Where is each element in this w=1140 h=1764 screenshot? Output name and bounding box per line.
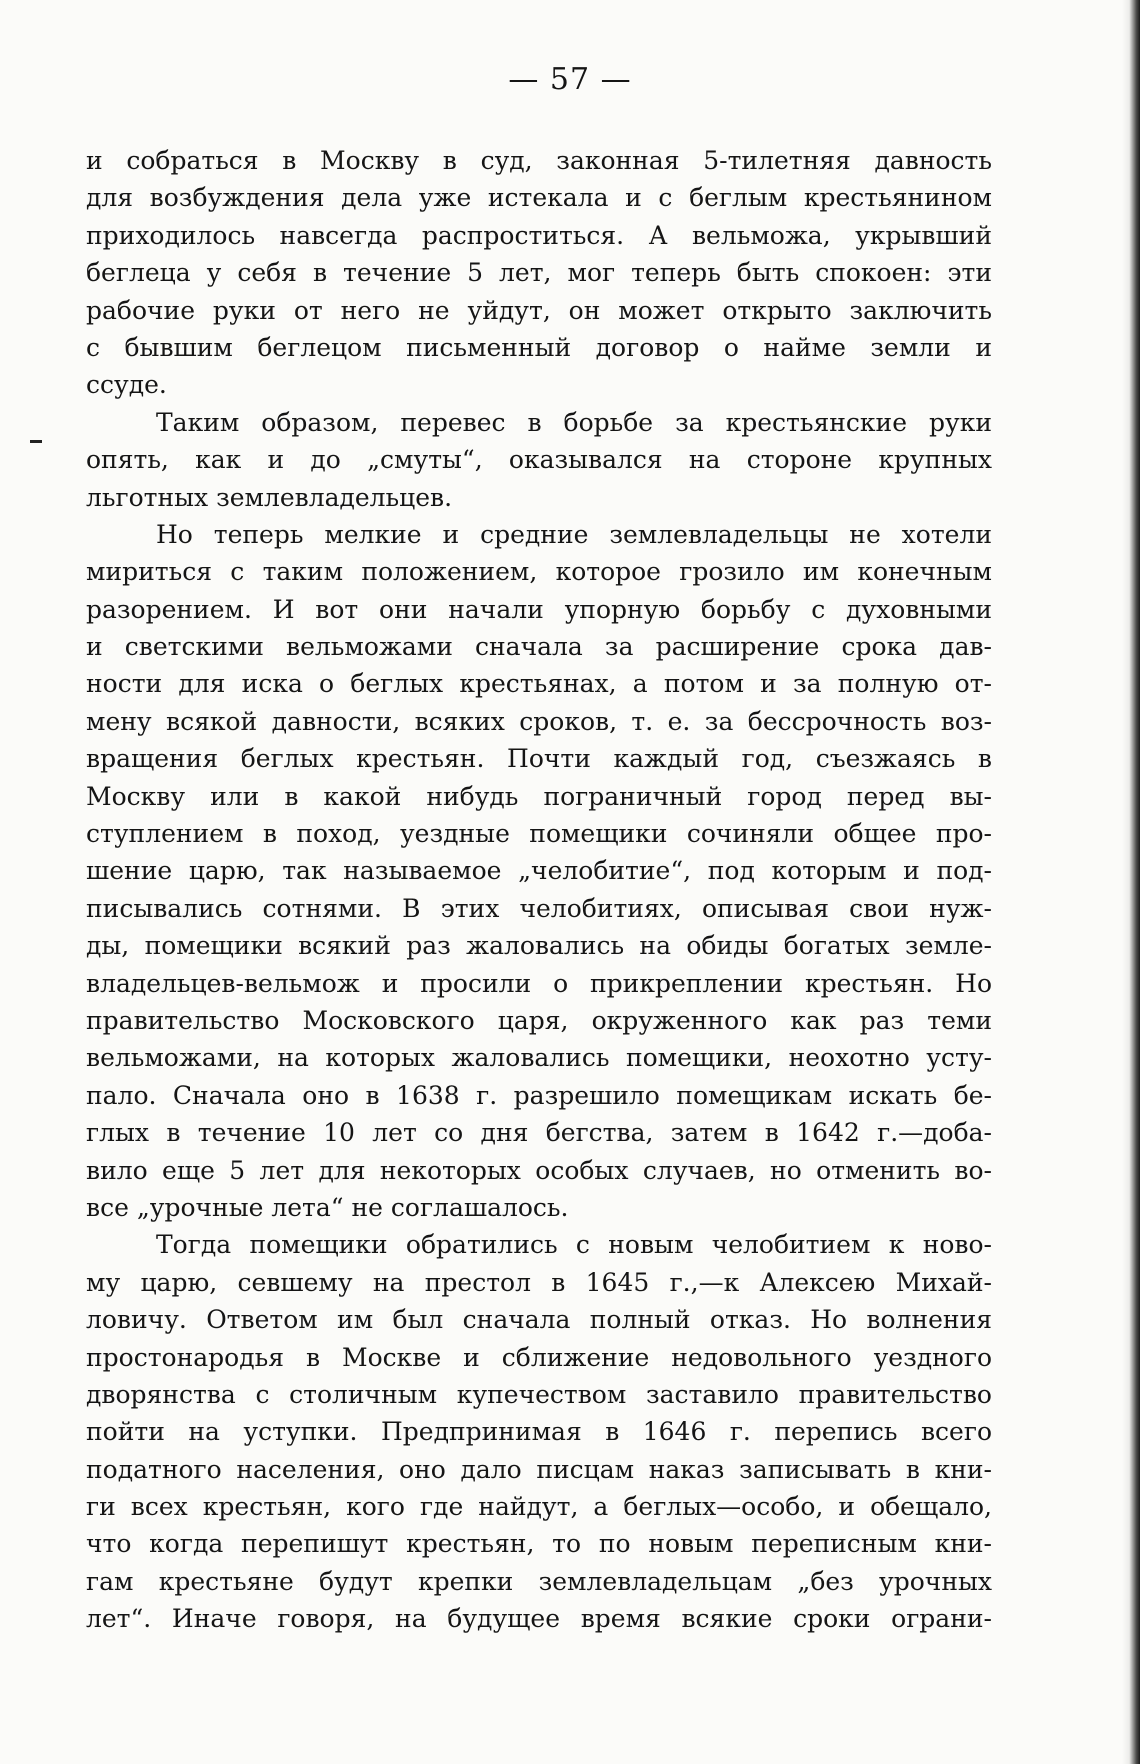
text-line: Москву или в какой нибудь пограничный город перед вы- bbox=[86, 781, 992, 811]
text-line: ности для иска о беглых крестьянах, а потом и за полную от- bbox=[86, 669, 992, 699]
text-line: правительство Московского царя, окруженного как раз теми bbox=[86, 1005, 992, 1035]
text-line: податного населения, оно дало писцам наказ записывать в кни- bbox=[86, 1454, 992, 1484]
text-line: опять, как и до „смуты“, оказывался на стороне крупных bbox=[86, 445, 992, 475]
text-line: пойти на уступки. Предпринимая в 1646 г. перепись всего bbox=[86, 1417, 992, 1447]
paragraph-1 bbox=[86, 142, 992, 404]
page-number: — 57 — bbox=[508, 62, 632, 97]
text-line: ги всех крестьян, кого где найдут, а беглых—особо, и обещало, bbox=[86, 1492, 992, 1522]
text-line: писывались сотнями. В этих челобитиях, описывая свои нуж- bbox=[86, 893, 992, 923]
text-line: лет“. Иначе говоря, на будущее время всякие сроки ограни- bbox=[86, 1604, 992, 1634]
text-line: глых в течение 10 лет со дня бегства, затем в 1642 г.—доба- bbox=[86, 1118, 992, 1148]
text-line: приходилось навсегда распроститься. А вельможа, укрывший bbox=[86, 220, 992, 250]
text-line: для возбуждения дела уже истекала и с беглым крестьянином bbox=[86, 183, 992, 213]
text-line: все „урочные лета“ не соглашалось. bbox=[86, 1192, 569, 1222]
text-line: вило еще 5 лет для некоторых особых случаев, но отменить во- bbox=[86, 1155, 992, 1185]
text-line: вельможами, на которых жаловались помещики, неохотно усту- bbox=[86, 1043, 992, 1073]
text-line: Таким образом, перевес в борьбе за крестьянские руки bbox=[156, 407, 992, 437]
text-line: льготных землевладельцев. bbox=[86, 482, 453, 512]
text-line: беглеца у себя в течение 5 лет, мог теперь быть спокоен: эти bbox=[86, 258, 992, 288]
text-line: владельцев-вельмож и просили о прикреплении крестьян. Но bbox=[86, 968, 992, 998]
text-line: ссуде. bbox=[86, 370, 167, 400]
text-line: ступлением в поход, уездные помещики сочиняли общее про- bbox=[86, 819, 992, 849]
text-line: му царю, севшему на престол в 1645 г.,—к Алексею Михай- bbox=[86, 1267, 992, 1297]
text-line: шение царю, так называемое „челобитие“, под которым и под- bbox=[86, 856, 992, 886]
text-line: Тогда помещики обратились с новым челобитием к ново- bbox=[156, 1230, 992, 1260]
text-line: с бывшим беглецом письменный договор о найме земли и bbox=[86, 332, 992, 362]
text-line: разорением. И вот они начали упорную борьбу с духовными bbox=[86, 594, 992, 624]
text-line: Но теперь мелкие и средние землевладельцы не хотели bbox=[156, 519, 992, 549]
text-line: простонародья в Москве и сближение недовольного уездного bbox=[86, 1342, 992, 1372]
text-line: мириться с таким положением, которое грозило им конечным bbox=[86, 557, 992, 587]
text-line: рабочие руки от него не уйдут, он может открыто заключить bbox=[86, 295, 992, 325]
text-line: ды, помещики всякий раз жаловались на обиды богатых земле- bbox=[86, 931, 992, 961]
text-line: дворянства с столичным купечеством заставило правительство bbox=[86, 1379, 992, 1409]
text-line: что когда перепишут крестьян, то по новым переписным кни- bbox=[86, 1529, 992, 1559]
text-line: ловичу. Ответом им был сначала полный отказ. Но волнения bbox=[86, 1305, 992, 1335]
text-line: мену всякой давности, всяких сроков, т. е. за бессрочность воз- bbox=[86, 706, 992, 736]
scan-edge-shadow bbox=[1122, 0, 1140, 1764]
text-line: и светскими вельможами сначала за расширение срока дав- bbox=[86, 632, 992, 662]
paragraph-3 bbox=[86, 516, 992, 1226]
scan-artifact-mark bbox=[30, 440, 42, 443]
paragraph-2 bbox=[86, 404, 992, 516]
paragraph-4 bbox=[86, 1226, 992, 1637]
text-line: пало. Сначала оно в 1638 г. разрешило помещикам искать бе- bbox=[86, 1080, 992, 1110]
text-line: и собраться в Москву в суд, законная 5-тилетняя давность bbox=[86, 146, 992, 175]
text-line: вращения беглых крестьян. Почти каждый год, съезжаясь в bbox=[86, 744, 992, 774]
text-line: гам крестьяне будут крепки землевладельцам „без урочных bbox=[86, 1566, 992, 1596]
body-text bbox=[86, 142, 992, 1638]
